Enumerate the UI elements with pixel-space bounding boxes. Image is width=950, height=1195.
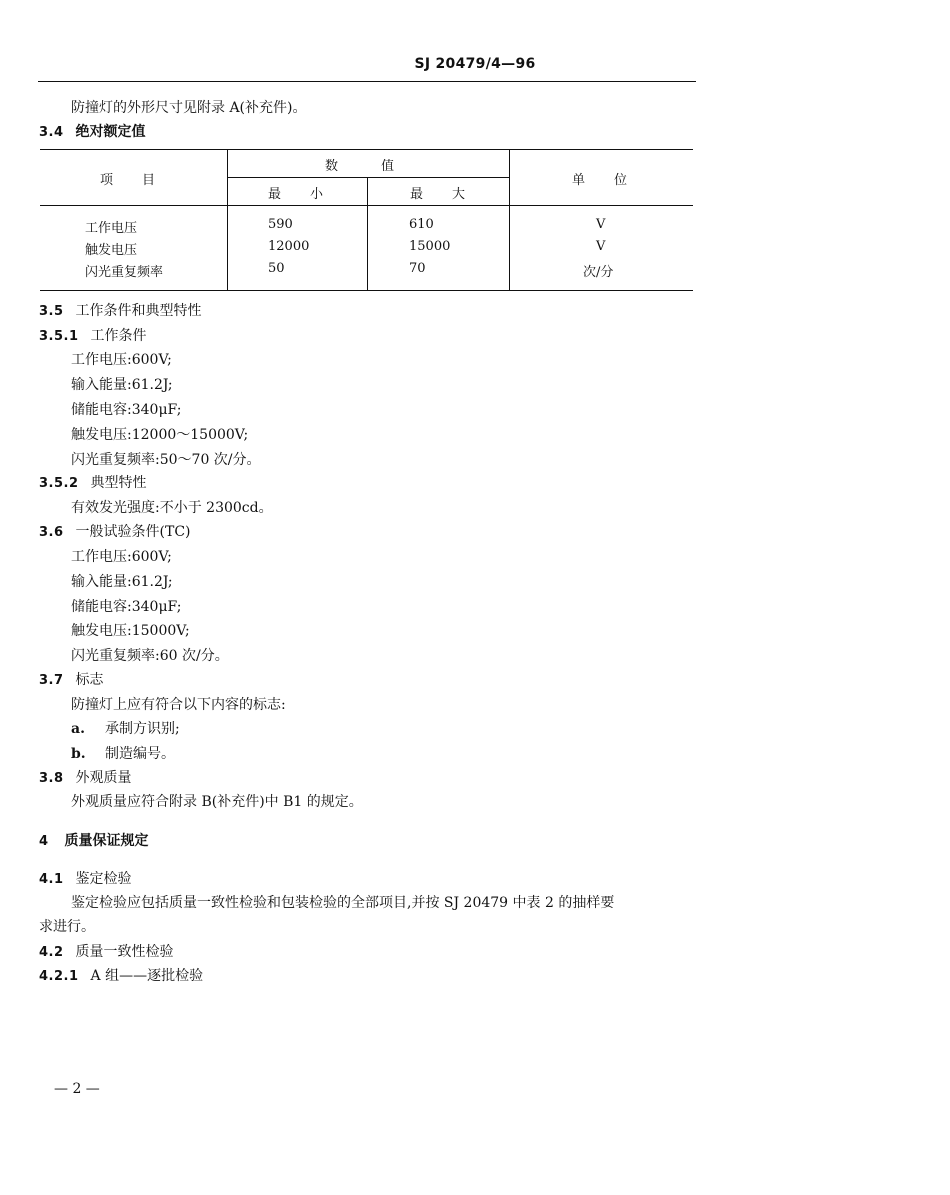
section-title: 一般试验条件(TC) — [75, 524, 191, 540]
section-number: 3.5.1 — [39, 329, 79, 344]
section-3-5-1-heading — [39, 327, 147, 346]
section-number: 3.5 — [39, 304, 64, 319]
table-cell-item: 触发电压 — [85, 243, 138, 258]
paragraph: 防撞灯上应有符合以下内容的标志: — [71, 697, 286, 713]
section-number: 4.1 — [39, 872, 64, 887]
section-3-8-heading — [39, 769, 132, 788]
section-title: A 组——逐批检验 — [90, 968, 204, 984]
table-cell-unit: 次/分 — [583, 265, 614, 280]
section-3-4-heading — [39, 123, 146, 142]
list-item: 储能电容:340μF; — [71, 402, 182, 418]
document-code-header: SJ 20479/4—96 — [414, 56, 536, 72]
list-text: 制造编号。 — [105, 746, 175, 762]
list-item — [71, 745, 175, 763]
section-title: 质量一致性检验 — [75, 944, 174, 960]
list-text: 承制方识别; — [105, 721, 180, 737]
section-title: 质量保证规定 — [64, 833, 149, 849]
section-3-7-heading — [39, 671, 104, 690]
section-number: 3.6 — [39, 525, 64, 540]
page-number: — 2 — — [54, 1081, 100, 1097]
section-4-1-heading — [39, 870, 132, 889]
section-title: 外观质量 — [75, 770, 132, 786]
section-3-6-heading — [39, 523, 191, 542]
section-3-5-2-heading — [39, 474, 147, 493]
table-cell-min: 50 — [268, 261, 285, 276]
table-column-divider — [367, 177, 368, 291]
intro-paragraph: 防撞灯的外形尺寸见附录 A(补充件)。 — [71, 100, 307, 116]
section-4-2-heading — [39, 943, 174, 962]
section-number: 3.8 — [39, 771, 64, 786]
section-title: 工作条件和典型特性 — [75, 303, 202, 319]
table-cell-item: 工作电压 — [85, 221, 138, 236]
list-item: 工作电压:600V; — [71, 549, 172, 565]
ratings-table — [40, 149, 693, 291]
section-title: 典型特性 — [90, 475, 147, 491]
section-number: 3.5.2 — [39, 476, 79, 491]
table-cell-min: 590 — [268, 217, 293, 232]
list-item: 闪光重复频率:50～70 次/分。 — [71, 452, 261, 468]
section-number: 4 — [39, 834, 49, 849]
paragraph: 外观质量应符合附录 B(补充件)中 B1 的规定。 — [71, 794, 363, 810]
table-cell-item: 闪光重复频率 — [85, 265, 164, 280]
table-header-unit: 单 位 — [572, 173, 629, 188]
section-number: 4.2.1 — [39, 969, 79, 984]
section-number: 3.4 — [39, 125, 64, 140]
list-item: 有效发光强度:不小于 2300cd。 — [71, 500, 273, 516]
paragraph-line: 鉴定检验应包括质量一致性检验和包装检验的全部项目,并按 SJ 20479 中表 2 的抽样要 — [71, 895, 615, 911]
list-item: 输入能量:61.2J; — [71, 574, 173, 590]
table-cell-max: 15000 — [409, 239, 451, 254]
table-top-rule — [40, 149, 693, 150]
list-label: b. — [71, 746, 86, 762]
section-4-heading — [39, 832, 149, 851]
section-title: 工作条件 — [90, 328, 147, 344]
list-item — [71, 720, 180, 738]
section-number: 4.2 — [39, 945, 64, 960]
paragraph-line: 求进行。 — [39, 919, 95, 935]
section-3-5-heading — [39, 302, 202, 321]
list-item: 储能电容:340μF; — [71, 599, 182, 615]
table-cell-max: 610 — [409, 217, 434, 232]
table-header-min: 最 小 — [268, 187, 325, 202]
table-cell-max: 70 — [409, 261, 426, 276]
table-cell-min: 12000 — [268, 239, 310, 254]
section-title: 标志 — [75, 672, 104, 688]
section-4-2-1-heading — [39, 967, 203, 986]
table-header-max: 最 大 — [410, 187, 467, 202]
list-item: 闪光重复频率:60 次/分。 — [71, 648, 229, 664]
section-title: 鉴定检验 — [75, 871, 132, 887]
header-rule — [38, 81, 696, 82]
table-column-divider — [227, 149, 228, 291]
table-column-divider — [509, 149, 510, 291]
section-number: 3.7 — [39, 673, 64, 688]
section-title: 绝对额定值 — [75, 124, 146, 140]
table-cell-unit: V — [596, 217, 606, 232]
table-subheader-rule — [227, 177, 509, 178]
table-header-value: 数 值 — [325, 159, 396, 174]
table-cell-unit: V — [596, 239, 606, 254]
list-label: a. — [71, 721, 85, 737]
list-item: 输入能量:61.2J; — [71, 377, 173, 393]
list-item: 工作电压:600V; — [71, 352, 172, 368]
table-header-item: 项 目 — [100, 173, 157, 188]
list-item: 触发电压:15000V; — [71, 623, 190, 639]
list-item: 触发电压:12000～15000V; — [71, 427, 249, 443]
